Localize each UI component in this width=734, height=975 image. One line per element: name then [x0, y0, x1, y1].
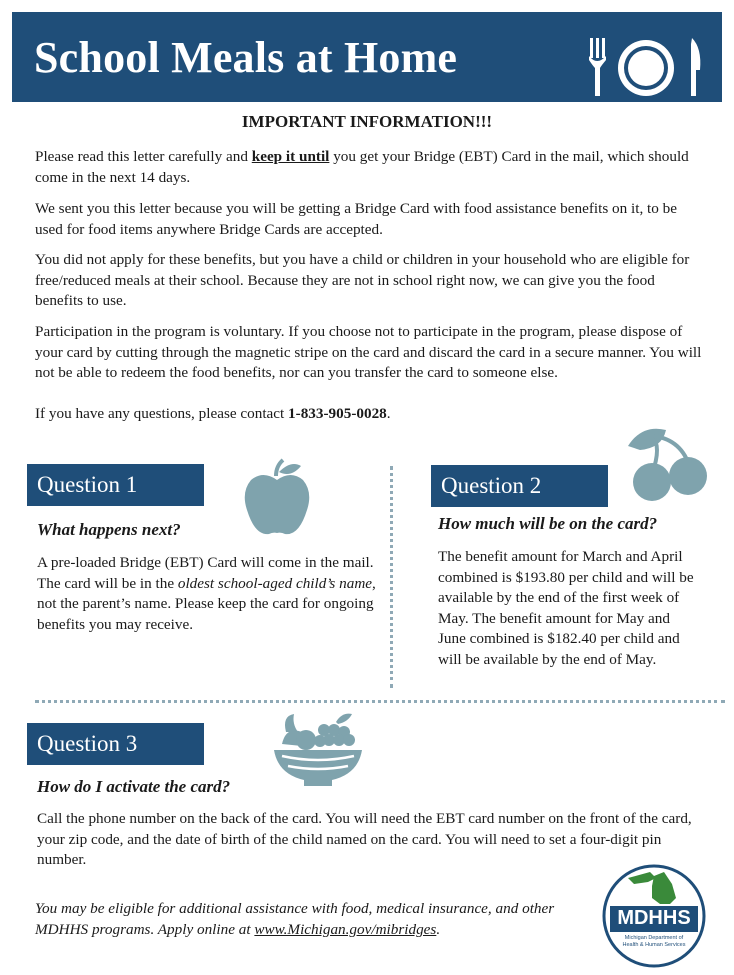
important-heading: IMPORTANT INFORMATION!!!	[241, 112, 493, 131]
question-1-heading: What happens next?	[37, 520, 181, 539]
column-divider	[390, 466, 393, 688]
fruit-bowl-icon	[272, 710, 364, 790]
contact-text-end: .	[386, 405, 391, 422]
intro-paragraph-4: Participation in the program is voluntary. If you choose not to participate in the program, please dispose of your card by cutting through the magnetic stripe on the card and discard the card in a secure manner. You will not be able to redeem the food benefits, nor can you transfer the card to someone else.	[35, 323, 702, 381]
footer-text-end: .	[436, 921, 441, 938]
logo-abbr: MDHHS	[617, 907, 691, 929]
question-1-answer	[37, 553, 382, 635]
question-1-label: Question 1	[27, 464, 204, 506]
answer-text: A pre-loaded Bridge (EBT) Card will come in the mail. The card will be in the	[37, 554, 374, 592]
logo-line-2: Health & Human Services	[622, 942, 686, 948]
footer-text: You may be eligible for additional assistance with food, medical insurance, and other MDHHS programs. Apply online at	[35, 900, 555, 938]
intro-paragraph-2: We sent you this letter because you will be getting a Bridge Card with food assistance benefits on it, to be used for food items anywhere Bridge Cards are accepted.	[35, 200, 677, 238]
header-banner	[12, 12, 722, 102]
keep-it-until-emphasis: keep it until	[251, 148, 330, 165]
page-title: School Meals at Home	[34, 33, 458, 82]
contact-line	[35, 404, 705, 425]
answer-italic: oldest school-aged child’s name	[177, 574, 373, 592]
mibridges-link[interactable]: www.Michigan.gov/mibridges	[254, 921, 437, 938]
apple-icon	[243, 458, 311, 536]
question-2-answer: The benefit amount for March and April combined is $193.80 per child and will be available by the end of the first week of May. The benefit amount for May and June combined is $182.40 per child and will be available by the end of May.	[438, 548, 694, 668]
logo-line-1: Michigan Department of	[624, 935, 684, 941]
question-3-label: Question 3	[27, 723, 204, 765]
question-3-heading: How do I activate the card?	[37, 777, 231, 796]
question-2-label: Question 2	[431, 465, 608, 507]
intro-text: you get your Bridge (EBT) Card in the mail, which should come in the next 14 days.	[35, 148, 689, 186]
contact-phone: 1-833-905-0028	[288, 405, 387, 422]
question-3-answer: Call the phone number on the back of the card. You will need the EBT card number on the front of the card, your zip code, and the date of birth of the child named on the card. You will need to set a four-digit pin number.	[37, 810, 692, 868]
contact-text: If you have any questions, please contact	[35, 405, 289, 422]
question-2-heading: How much will be on the card?	[438, 514, 658, 533]
answer-text: , not the parent’s name. Please keep the card for ongoing benefits you may receive.	[37, 574, 376, 633]
footer-note	[35, 898, 605, 940]
intro-paragraph-1	[35, 147, 705, 188]
mdhhs-logo	[598, 864, 710, 968]
section-divider	[35, 700, 725, 703]
cherries-icon	[622, 426, 712, 502]
plate-fork-knife-icon	[584, 34, 714, 100]
intro-text: Please read this letter carefully and	[35, 148, 252, 165]
intro-paragraph-3: You did not apply for these benefits, but you have a child or children in your household who are eligible for free/reduced meals at their school. Because they are not in school right now, we can give you the food benefits to use.	[35, 251, 690, 309]
